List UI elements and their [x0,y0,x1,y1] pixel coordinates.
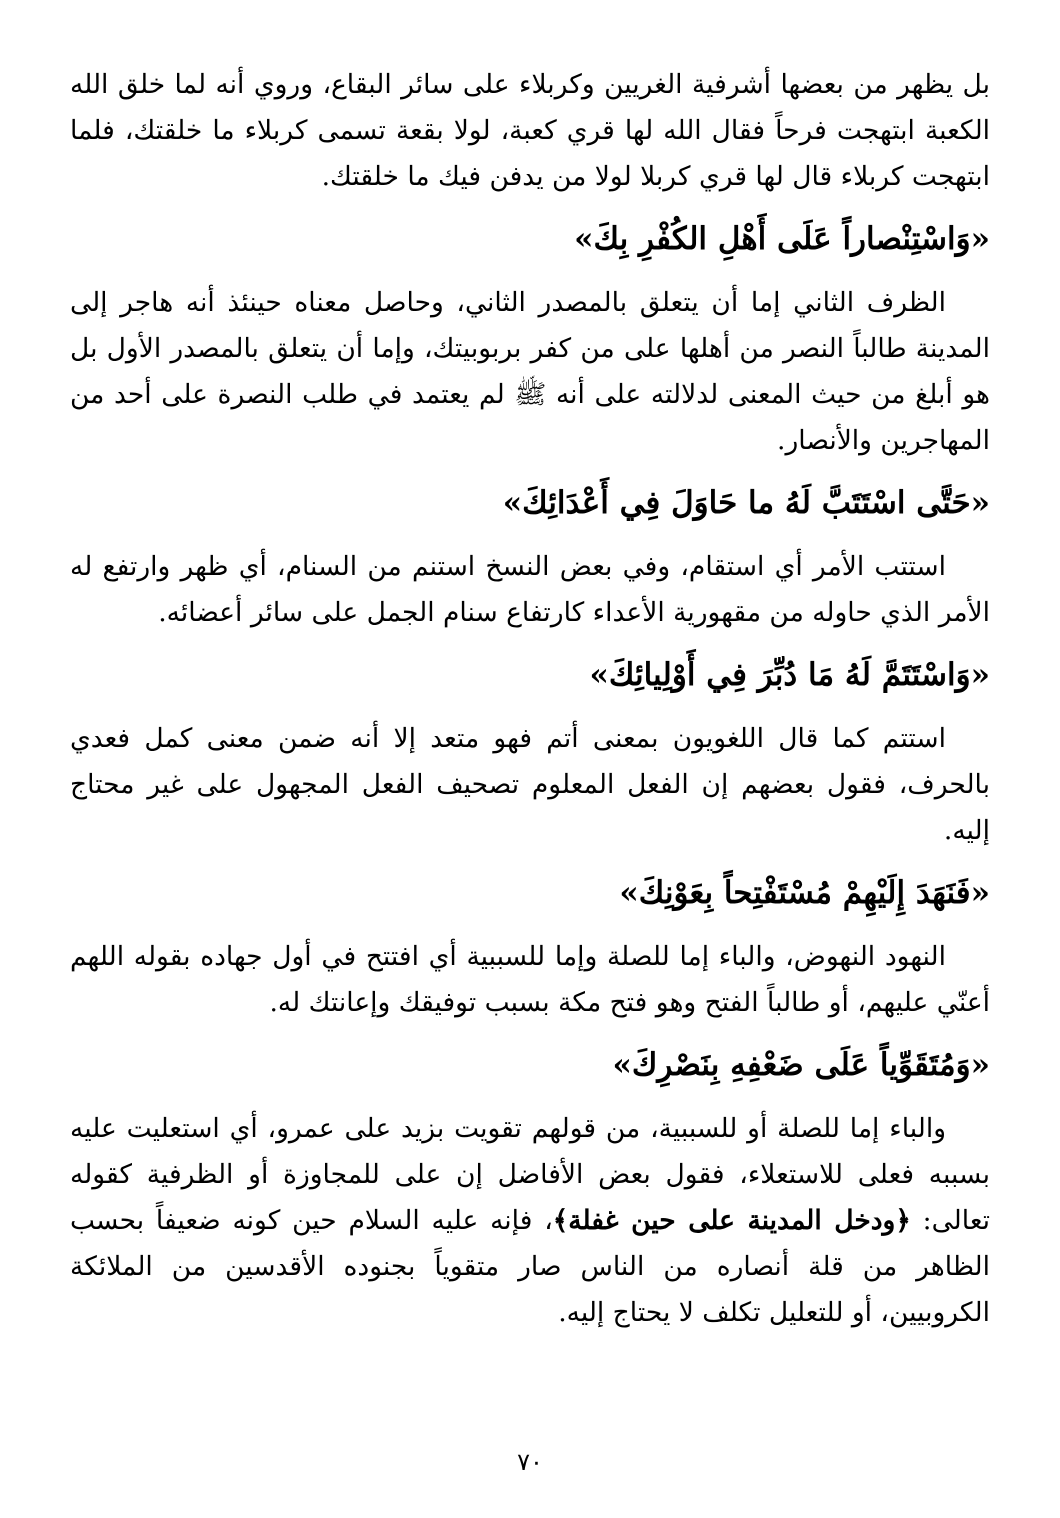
section-commentary [70,1106,990,1336]
section-5 [70,1042,990,1336]
section-1 [70,216,990,464]
section-quote: «فَنَهَدَ إِلَيْهِمْ مُسْتَفْتِحاً بِعَوْنِكَ» [619,875,990,911]
section-3 [70,652,990,854]
section-quote: «وَاسْتَتَمَّ لَهُ مَا دُبِّرَ فِي أَوْلِيائِكَ» [589,657,990,693]
section-quote: «وَمُتَقَوِّياً عَلَى ضَعْفِهِ بِنَصْرِكَ» [612,1047,990,1083]
quran-verse: ﴿ودخل المدينة على حين غفلة﴾ [552,1205,911,1236]
section-quote: «حَتَّى اسْتَتَبَّ لَهُ ما حَاوَلَ فِي أَعْدَائِكَ» [502,485,990,521]
page-number: ٧٠ [517,1448,543,1476]
section-commentary: النهود النهوض، والباء إما للصلة وإما للسببية أي افتتح في أول جهاده بقوله اللهم أعنّي عليهم، أو طالباً الفتح وهو فتح مكة بسبب توفيقك وإعانتك له. [70,941,990,1018]
commentary-text-before: والباء إما للصلة أو للسببية، من قولهم تقويت بزيد على عمرو، أي استعليت عليه بسببه فعلى للاستعلاء، فقول بعض الأفاضل إن على للمجاوزة أو الظرفية كقوله تعالى: [70,1113,990,1236]
section-commentary: استتب الأمر أي استقام، وفي بعض النسخ استنم من السنام، أي ظهر وارتفع له الأمر الذي حاوله من مقهورية الأعداء كارتفاع سنام الجمل على سائر أعضائه. [70,551,990,628]
commentary-text-after: ، فإنه عليه السلام حين كونه ضعيفاً بحسب الظاهر من قلة أنصاره من الناس صار متقوياً بجنوده الأقدسين من الملائكة الكروبيين، أو للتعليل تكلف لا يحتاج إليه. [70,1205,990,1328]
section-commentary: الظرف الثاني إما أن يتعلق بالمصدر الثاني، وحاصل معناه حينئذ أنه هاجر إلى المدينة طالباً النصر من أهلها على من كفر بربوبيتك، وإما أن يتعلق بالمصدر الأول بل هو أبلغ من حيث المعنى لدلالته على أنه ﷺ لم يعتمد في طلب النصرة على أحد من المهاجرين والأنصار. [70,287,990,456]
section-commentary: استتم كما قال اللغويون بمعنى أتم فهو متعد إلا أنه ضمن معنى كمل فعدي بالحرف، فقول بعضهم إن الفعل المعلوم تصحيف الفعل المجهول على غير محتاج إليه. [70,723,990,846]
intro-paragraph: بل يظهر من بعضها أشرفية الغريين وكربلاء على سائر البقاع، وروي أنه لما خلق الله الكعبة ابتهجت فرحاً فقال الله لها قري كعبة، لولا بقعة تسمى كربلاء ما خلقتك، فلما ابتهجت كربلاء قال لها قري كربلا لولا من يدفن فيك ما خلقتك. [70,69,990,192]
section-2 [70,480,990,636]
section-4 [70,870,990,1026]
section-quote: «وَاسْتِنْصاراً عَلَى أَهْلِ الكُفْرِ بِكَ» [574,221,990,257]
document-page [70,62,990,1346]
